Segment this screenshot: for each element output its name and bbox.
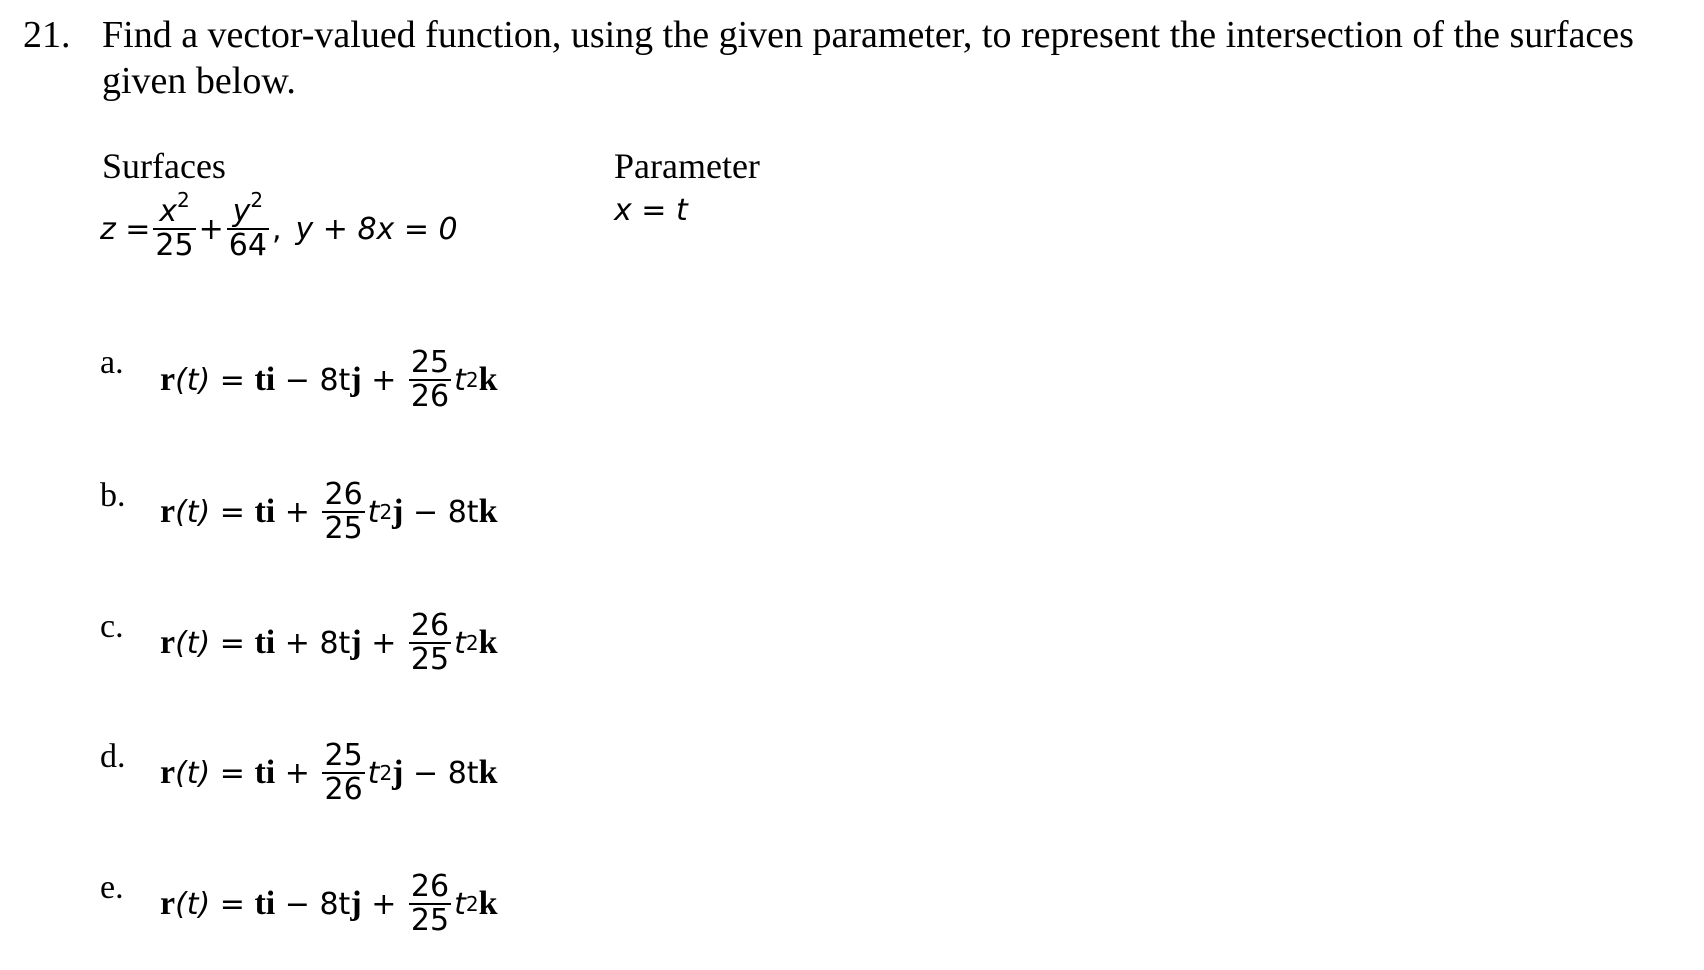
fraction-x-var: x — [159, 194, 178, 229]
choice-a-r: r — [160, 361, 176, 398]
fraction-y — [227, 188, 269, 263]
choice-e-arg: (t) = — [175, 886, 255, 922]
choice-d-r: r — [160, 754, 176, 791]
choice-c-den: 25 — [410, 642, 450, 677]
choice-e-plus: + — [361, 886, 406, 922]
choice-b-r: r — [160, 493, 176, 530]
fraction-y-exp: 2 — [250, 188, 264, 212]
choice-c-j: j — [350, 624, 362, 661]
surface-equation — [100, 188, 458, 263]
choice-c-fraction — [409, 610, 451, 676]
choice-b-num: 26 — [324, 477, 363, 512]
choice-d-arg: (t) = — [175, 755, 255, 791]
choice-d-equation[interactable]: r (t) = ti + $\frac{25}{26}$ t 2 j − 8t k — [160, 738, 498, 807]
choice-d-num: 25 — [324, 738, 363, 773]
fraction-x-den: 25 — [155, 228, 194, 263]
choice-c-r: r — [160, 624, 176, 661]
choice-b-equation[interactable]: r (t) = ti + $\frac{26}{25}$ t 2 j − 8t k — [160, 477, 498, 546]
choice-c-t: t — [454, 625, 466, 661]
choice-e-r: r — [160, 885, 176, 922]
choice-e-equation[interactable]: r (t) = ti − 8t j + $\frac{26}{25}$ t 2 k — [160, 869, 498, 938]
choice-e-ti: ti — [254, 885, 276, 922]
choice-a-num: 25 — [410, 345, 450, 380]
choice-e-den: 25 — [410, 903, 450, 938]
choice-d-j: j — [392, 754, 404, 791]
surface-plus: + — [198, 211, 224, 247]
choice-a-label[interactable]: a. — [100, 344, 124, 381]
choice-d-t: t — [367, 755, 380, 791]
question-number: 21. — [23, 14, 71, 56]
choice-c-plus: + — [361, 625, 406, 661]
choice-d-den: 26 — [324, 772, 363, 807]
fraction-y-den: 64 — [228, 228, 267, 263]
choice-c-num: 26 — [410, 608, 450, 643]
choice-e-num: 26 — [410, 869, 450, 904]
choice-d-label[interactable]: d. — [100, 738, 126, 775]
choice-c-ti: ti — [254, 624, 276, 661]
surface-comma: , — [271, 211, 282, 247]
choice-b-label[interactable]: b. — [100, 477, 126, 514]
choice-a-k: k — [478, 361, 498, 398]
fraction-y-var: y — [232, 194, 251, 229]
choice-a-ti: ti — [254, 361, 276, 398]
choice-e-fraction — [409, 871, 451, 937]
choice-c-equation[interactable]: r (t) = ti + 8t j + $\frac{26}{25}$ t 2 k — [160, 608, 498, 677]
choice-c-label[interactable]: c. — [100, 608, 124, 645]
parameter-header: Parameter — [614, 146, 760, 186]
choice-b-arg: (t) = — [175, 494, 255, 530]
choice-c-arg: (t) = — [175, 625, 255, 661]
choice-b-ti: ti — [254, 493, 276, 530]
choice-a-equation[interactable]: r (t) = ti − 8t j + $\frac{25}{26}$ t 2 k — [160, 345, 498, 414]
choice-e-j: j — [350, 885, 362, 922]
choice-b-fraction — [322, 479, 364, 545]
surface-lhs: z = — [100, 211, 151, 247]
surface-second-eq: y + 8x = 0 — [295, 211, 458, 247]
choice-a-arg: (t) = — [175, 362, 255, 398]
choice-e-label[interactable]: e. — [100, 869, 124, 906]
choice-b-tail: − 8t — [403, 494, 479, 530]
choice-a-mid: − 8t — [275, 362, 351, 398]
choice-a-t: t — [454, 362, 466, 398]
choice-b-den: 25 — [324, 511, 363, 546]
fraction-x — [153, 188, 195, 263]
choice-e-t: t — [454, 886, 466, 922]
choice-b-plus: + — [275, 494, 320, 530]
choice-e-k: k — [478, 885, 498, 922]
surfaces-header: Surfaces — [102, 146, 226, 186]
choice-d-tail: − 8t — [403, 755, 479, 791]
fraction-x-exp: 2 — [177, 188, 190, 212]
choice-d-fraction — [322, 740, 364, 806]
choice-d-ti: ti — [254, 754, 276, 791]
choice-a-j: j — [350, 361, 362, 398]
parameter-equation: x = t — [614, 193, 688, 228]
choice-d-plus: + — [275, 755, 320, 791]
choice-c-mid: + 8t — [275, 625, 351, 661]
choice-b-t: t — [367, 494, 380, 530]
choice-c-k: k — [478, 624, 498, 661]
choice-a-plus: + — [361, 362, 406, 398]
choice-d-k: k — [478, 754, 498, 791]
choice-e-mid: − 8t — [275, 886, 351, 922]
question-text: Find a vector-valued function, using the given parameter, to represent the intersection of the surfaces given below. — [102, 14, 1634, 102]
choice-b-j: j — [392, 493, 404, 530]
choice-a-den: 26 — [410, 379, 450, 414]
choice-b-k: k — [478, 493, 498, 530]
choice-a-fraction — [409, 347, 451, 413]
